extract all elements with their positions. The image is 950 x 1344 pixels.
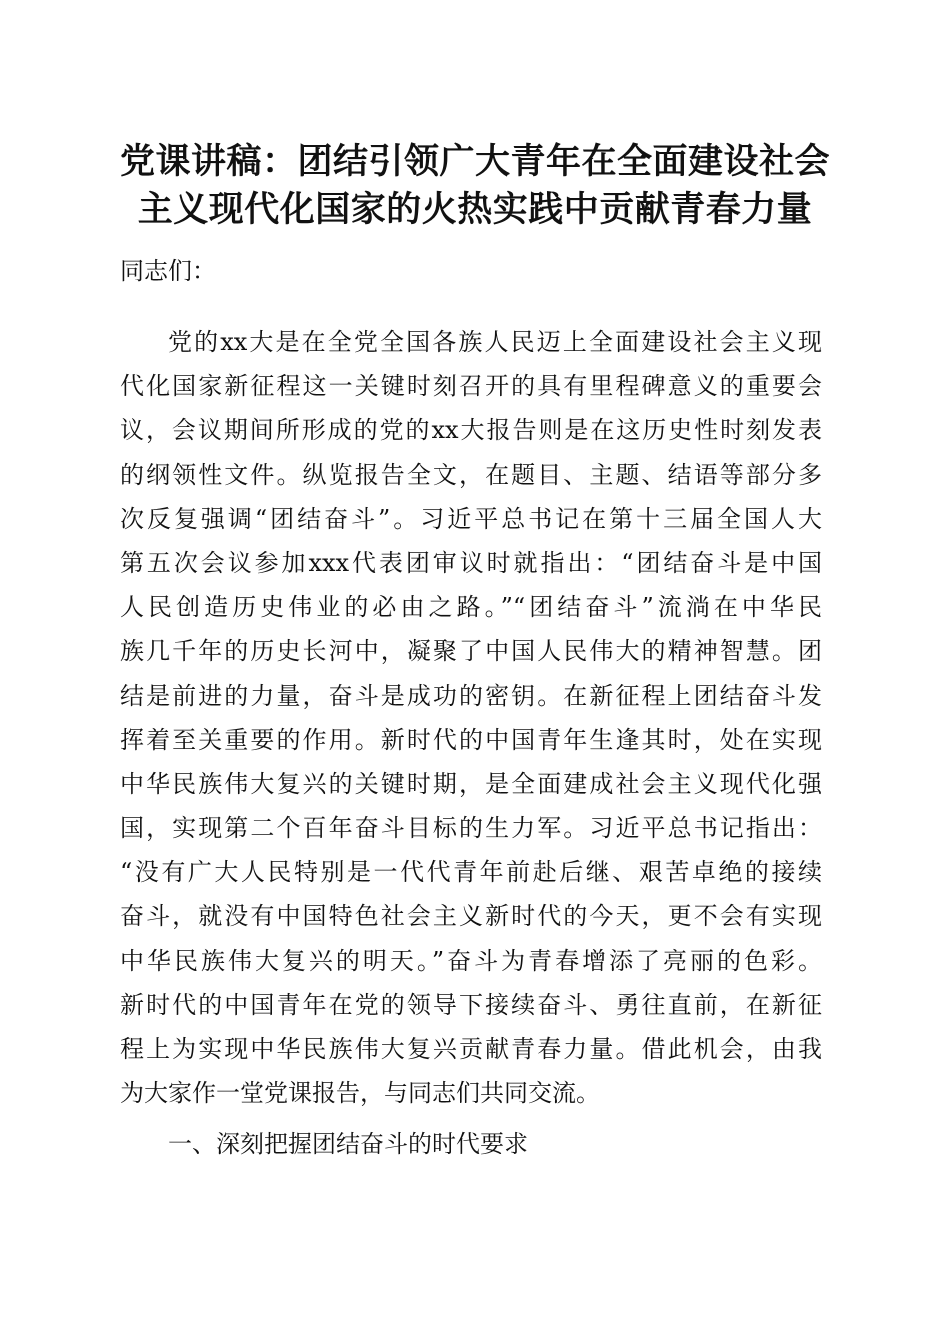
- title-line: 党课讲稿：团结引领广大青年在全面建设社会: [119, 141, 830, 182]
- salutation: 同志们：: [120, 257, 216, 285]
- paragraph-line: “没有广大人民特别是一代代青年前赴后继、艰苦卓绝的接续: [120, 858, 822, 887]
- paragraph-line: 议，会议期间所形成的党的xx大报告则是在这历史性时刻发表: [120, 416, 822, 445]
- paragraph-line: 次反复强调“团结奋斗”。习近平总书记在第十三届全国人大: [120, 504, 822, 533]
- paragraph-line: 国，实现第二个百年奋斗目标的生力军。习近平总书记指出：: [120, 814, 822, 843]
- section-heading: 一、深刻把握团结奋斗的时代要求: [168, 1130, 528, 1158]
- paragraph-line: 中华民族伟大复兴的明天。”奋斗为青春增添了亮丽的色彩。: [120, 946, 822, 975]
- paragraph-line: 的纲领性文件。纵览报告全文，在题目、主题、结语等部分多: [120, 460, 822, 489]
- document-title: [110, 138, 840, 234]
- paragraph-line: 结是前进的力量，奋斗是成功的密钥。在新征程上团结奋斗发: [120, 681, 822, 710]
- paragraph-line: 奋斗，就没有中国特色社会主义新时代的今天，更不会有实现: [120, 902, 822, 931]
- paragraph-line: 族几千年的历史长河中，凝聚了中国人民伟大的精神智慧。团: [120, 637, 822, 666]
- paragraph-line: 为大家作一堂党课报告，与同志们共同交流。: [120, 1079, 600, 1108]
- paragraph-line: 党的xx大是在全党全国各族人民迈上全面建设社会主义现: [168, 328, 822, 356]
- paragraph-line: 程上为实现中华民族伟大复兴贡献青春力量。借此机会，由我: [120, 1035, 822, 1063]
- paragraph-line: 中华民族伟大复兴的关键时期，是全面建成社会主义现代化强: [120, 769, 822, 798]
- body-paragraph: [120, 320, 822, 1115]
- paragraph-line: 挥着至关重要的作用。新时代的中国青年生逢其时，处在实现: [120, 725, 822, 754]
- paragraph-line: 人民创造历史伟业的必由之路。”“团结奋斗”流淌在中华民: [120, 593, 822, 622]
- paragraph-line: 第五次会议参加xxx代表团审议时就指出：“团结奋斗是中国: [120, 548, 822, 577]
- paragraph-line: 代化国家新征程这一关键时刻召开的具有里程碑意义的重要会: [120, 372, 822, 401]
- paragraph-line: 新时代的中国青年在党的领导下接续奋斗、勇往直前，在新征: [120, 990, 822, 1019]
- title-line: 主义现代化国家的火热实践中贡献青春力量: [137, 189, 813, 230]
